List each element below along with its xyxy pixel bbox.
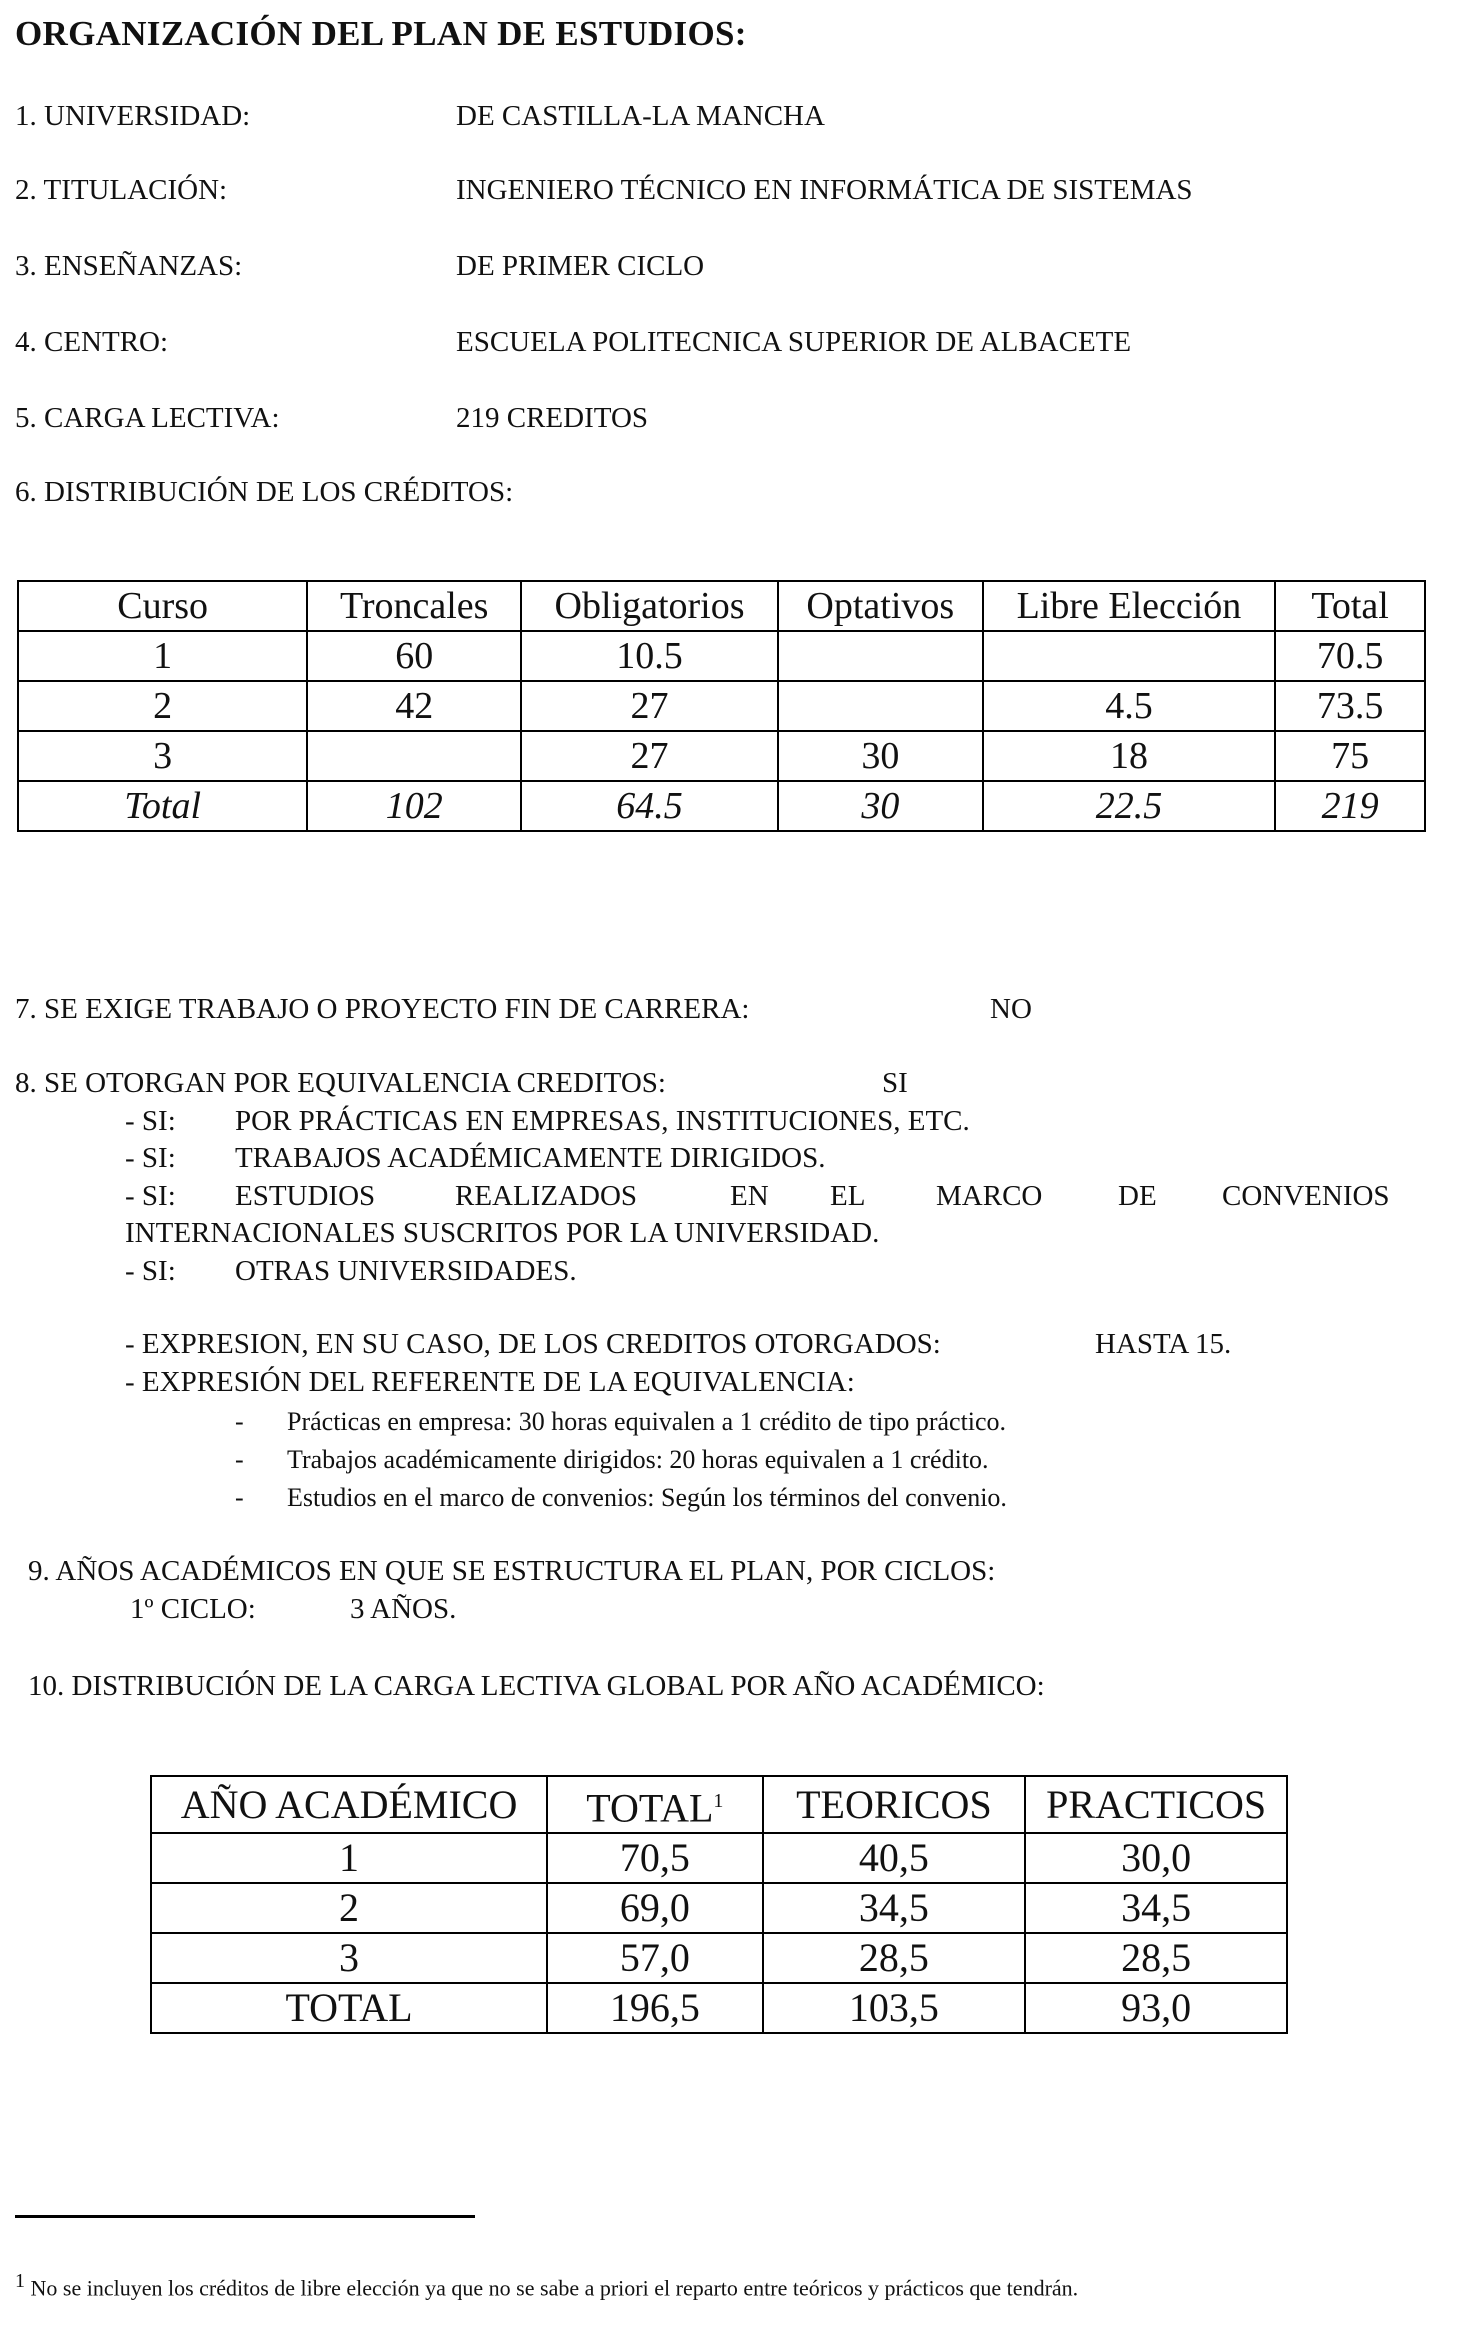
table-cell: 27 [521, 731, 778, 781]
section8-item-text: POR PRÁCTICAS EN EMPRESAS, INSTITUCIONES, ETC. [235, 1105, 970, 1137]
section7-label: 7. SE EXIGE TRABAJO O PROYECTO FIN DE CARRERA: [15, 993, 750, 1025]
section9-cycle: 1º CICLO: [130, 1593, 256, 1625]
table-cell: 70,5 [547, 1833, 763, 1883]
table-cell: 196,5 [547, 1983, 763, 2033]
section9-years: 3 AÑOS. [350, 1593, 457, 1625]
table-cell: 64.5 [521, 781, 778, 831]
section8-value: SI [882, 1067, 908, 1099]
table-cell: 4.5 [983, 681, 1275, 731]
section9-label: 9. AÑOS ACADÉMICOS EN QUE SE ESTRUCTURA EL PLAN, POR CICLOS: [28, 1555, 996, 1587]
load-header-total: TOTAL [586, 1785, 714, 1831]
section8-expression: - EXPRESION, EN SU CASO, DE LOS CREDITOS OTORGADOS: [125, 1328, 941, 1360]
table-row [151, 1833, 1287, 1883]
section8-word: REALIZADOS [455, 1180, 638, 1212]
table-cell: 30 [778, 731, 983, 781]
table-cell: 2 [151, 1883, 547, 1933]
table-cell: 103,5 [763, 1983, 1026, 2033]
table-cell: 69,0 [547, 1883, 763, 1933]
footnote-text: No se incluyen los créditos de libre elección ya que no se sabe a priori el reparto entre teóricos y prácticos que tendrán. [30, 2275, 1079, 2301]
section7-value: NO [990, 993, 1032, 1025]
list-item [235, 1445, 989, 1475]
table-cell: 75 [1275, 731, 1425, 781]
table-cell: 2 [18, 681, 307, 731]
table-cell [307, 731, 521, 781]
table-cell: 1 [18, 631, 307, 681]
table-row [18, 681, 1425, 731]
load-header-cell [547, 1776, 763, 1833]
info-label-degree: 2. TITULACIÓN: [15, 174, 228, 206]
credits-header-cell: Optativos [778, 581, 983, 631]
table-cell: 28,5 [1025, 1933, 1287, 1983]
table-cell [778, 681, 983, 731]
credits-header-cell: Curso [18, 581, 307, 631]
info-label-teaching: 3. ENSEÑANZAS: [15, 250, 243, 282]
load-header-row [151, 1776, 1287, 1833]
info-value-university: DE CASTILLA-LA MANCHA [456, 100, 825, 132]
table-cell: 60 [307, 631, 521, 681]
table-cell: 93,0 [1025, 1983, 1287, 2033]
table-cell: 27 [521, 681, 778, 731]
table-cell: 30,0 [1025, 1833, 1287, 1883]
table-cell: TOTAL [151, 1983, 547, 2033]
credits-table [17, 580, 1426, 832]
section8-item-text: TRABAJOS ACADÉMICAMENTE DIRIGIDOS. [235, 1142, 826, 1174]
page-title: ORGANIZACIÓN DEL PLAN DE ESTUDIOS: [15, 14, 747, 53]
section8-word: EL [830, 1180, 866, 1212]
section8-item-prefix: - SI: [125, 1105, 176, 1137]
table-cell: 10.5 [521, 631, 778, 681]
load-table [150, 1775, 1288, 2034]
table-cell: 70.5 [1275, 631, 1425, 681]
info-label-load: 5. CARGA LECTIVA: [15, 402, 280, 434]
info-value-center: ESCUELA POLITECNICA SUPERIOR DE ALBACETE [456, 326, 1132, 358]
section8-continuation: INTERNACIONALES SUSCRITOS POR LA UNIVERSIDAD. [125, 1217, 880, 1249]
dash-icon: - [235, 1407, 244, 1436]
section8-referent: - EXPRESIÓN DEL REFERENTE DE LA EQUIVALENCIA: [125, 1366, 855, 1398]
load-header-cell: AÑO ACADÉMICO [151, 1776, 547, 1833]
footnote-mark: 1 [713, 1790, 724, 1812]
info-value-degree: INGENIERO TÉCNICO EN INFORMÁTICA DE SISTEMAS [456, 174, 1193, 206]
credits-header-cell: Total [1275, 581, 1425, 631]
table-cell: 22.5 [983, 781, 1275, 831]
table-cell [778, 631, 983, 681]
section8-word: MARCO [936, 1180, 1043, 1212]
list-item [235, 1483, 1007, 1513]
section8-item-text: OTRAS UNIVERSIDADES. [235, 1255, 577, 1287]
table-cell: 30 [778, 781, 983, 831]
section8-item-prefix: - SI: [125, 1180, 176, 1212]
table-cell: 219 [1275, 781, 1425, 831]
table-cell: 1 [151, 1833, 547, 1883]
table-cell: 34,5 [763, 1883, 1026, 1933]
bullet-text: Trabajos académicamente dirigidos: 20 horas equivalen a 1 crédito. [287, 1445, 989, 1474]
credits-total-row [18, 781, 1425, 831]
table-cell: 57,0 [547, 1933, 763, 1983]
table-row [18, 731, 1425, 781]
credits-header-cell: Obligatorios [521, 581, 778, 631]
table-cell: 3 [151, 1933, 547, 1983]
table-cell: 40,5 [763, 1833, 1026, 1883]
section8-item-prefix: - SI: [125, 1255, 176, 1287]
footnote [15, 2270, 1078, 2301]
bullet-text: Prácticas en empresa: 30 horas equivalen a 1 crédito de tipo práctico. [287, 1407, 1007, 1436]
info-label-university: 1. UNIVERSIDAD: [15, 100, 251, 132]
credits-header-cell: Troncales [307, 581, 521, 631]
section8-word: EN [730, 1180, 769, 1212]
table-row [151, 1883, 1287, 1933]
credits-header-row [18, 581, 1425, 631]
table-cell: 42 [307, 681, 521, 731]
table-row [151, 1933, 1287, 1983]
section8-word: ESTUDIOS [235, 1180, 376, 1212]
list-item [235, 1407, 1006, 1437]
table-cell [983, 631, 1275, 681]
table-cell: 73.5 [1275, 681, 1425, 731]
load-header-cell: TEORICOS [763, 1776, 1026, 1833]
load-total-row [151, 1983, 1287, 2033]
table-cell: 3 [18, 731, 307, 781]
section8-word: DE [1118, 1180, 1157, 1212]
table-cell: 28,5 [763, 1933, 1026, 1983]
footnote-divider [15, 2215, 475, 2218]
info-value-load: 219 CREDITOS [456, 402, 649, 434]
load-header-cell: PRACTICOS [1025, 1776, 1287, 1833]
footnote-mark: 1 [15, 2270, 25, 2292]
table-cell: 102 [307, 781, 521, 831]
section8-label: 8. SE OTORGAN POR EQUIVALENCIA CREDITOS: [15, 1067, 666, 1099]
info-value-teaching: DE PRIMER CICLO [456, 250, 705, 282]
table-cell: 18 [983, 731, 1275, 781]
info-label-center: 4. CENTRO: [15, 326, 169, 358]
dash-icon: - [235, 1445, 244, 1474]
credits-header-cell: Libre Elección [983, 581, 1275, 631]
bullet-text: Estudios en el marco de convenios: Según los términos del convenio. [287, 1483, 1007, 1512]
table-cell: Total [18, 781, 307, 831]
table-cell: 34,5 [1025, 1883, 1287, 1933]
dash-icon: - [235, 1483, 244, 1512]
section8-expression-value: HASTA 15. [1095, 1328, 1232, 1360]
info-label-distribution: 6. DISTRIBUCIÓN DE LOS CRÉDITOS: [15, 476, 514, 508]
table-row [18, 631, 1425, 681]
section8-item-prefix: - SI: [125, 1142, 176, 1174]
section10-label: 10. DISTRIBUCIÓN DE LA CARGA LECTIVA GLOBAL POR AÑO ACADÉMICO: [28, 1670, 1045, 1702]
section8-word: CONVENIOS [1222, 1180, 1390, 1212]
